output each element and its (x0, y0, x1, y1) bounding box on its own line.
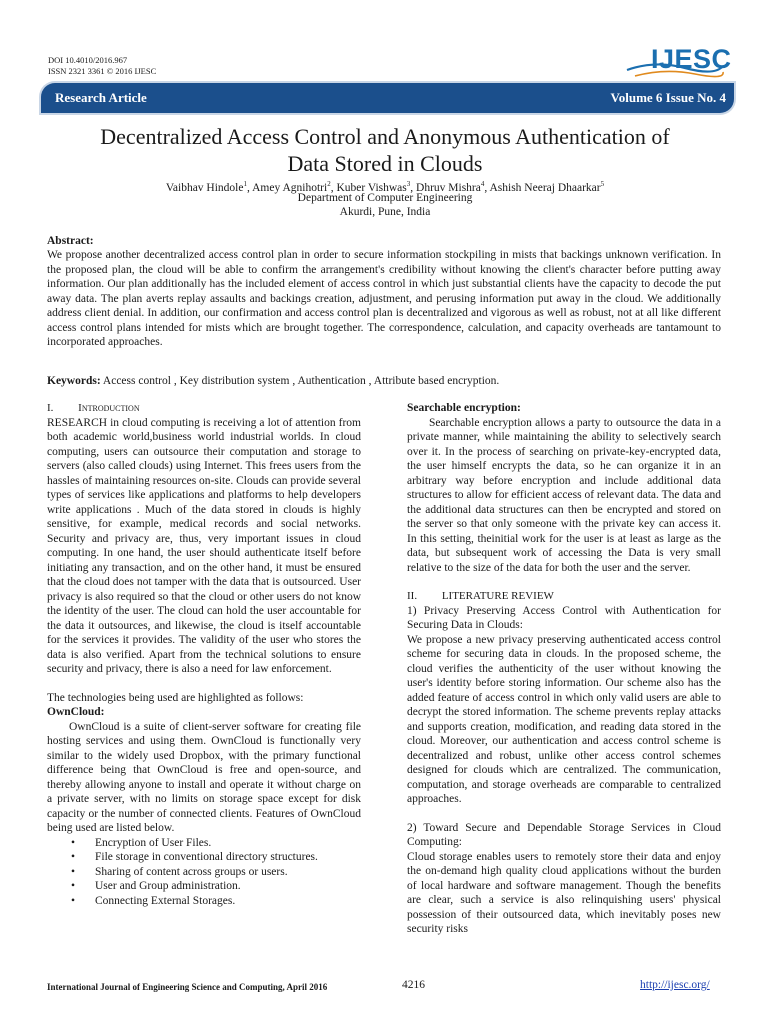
keywords (47, 374, 721, 388)
author: Vaibhav Hindole (165, 181, 244, 194)
section-title: Introduction (78, 402, 140, 414)
header-doi (48, 55, 156, 77)
abstract-heading: Abstract: (47, 235, 94, 247)
section-title: LITERATURE REVIEW (441, 590, 554, 602)
list-item: • Sharing of content across groups or users. (95, 865, 361, 880)
tech-intro: The technologies being used are highlighted as follows: (47, 691, 304, 704)
author-affil: 3 (406, 180, 411, 188)
list-item: • Encryption of User Files. (95, 836, 361, 851)
location: Akurdi, Pune, India (339, 206, 431, 218)
owncloud-paragraph: OwnCloud is a suite of client-server software for creating file hosting services and using them. OwnCloud is functionally very similar to the widely used Dropbox, with the primary functional difference being that OwnCloud is free and open-source, and thereby allowing anyone to install and operate it without charge on a private server, with no limits on storage space except for disk capacity or the number of connected clients. Features of OwnCloud being used are listed below. (47, 720, 361, 834)
journal-logo (625, 44, 732, 80)
page-number: 4216 (402, 979, 425, 991)
list-item: • User and Group administration. (95, 879, 361, 894)
paper-title (40, 123, 730, 177)
title-line-1: Decentralized Access Control and Anonymous Authentication of (100, 124, 670, 149)
lit2-paragraph: Cloud storage enables users to remotely store their data and enjoy the on-demand high quality cloud applications without the burden of local hardware and software management. Though the benefits are clear, such a service is also relinquishing users' physical possession of their outsourced data, which inevitably poses new security risks (407, 850, 721, 935)
author-affil: 5 (600, 180, 605, 188)
article-type: Research Article (55, 90, 147, 105)
section-heading-introduction (47, 401, 361, 416)
intro-paragraph: RESEARCH in cloud computing is receiving a lot of attention from both academic world,business world industrial worlds. In cloud computing, users can outsource their computation and storage to servers (also called clouds) using Internet. This frees users from the hassles of maintaining resources on-site. Clouds can provide several types of services like applications and platforms to help developers write applications . Much of the data stored in clouds is highly sensitive, for example, medical records and social networks. Security and privacy are, thus, very important issues in cloud computing. In one hand, the user should authenticate itself before initiating any transaction, and on the other hand, it must be ensured that the cloud does not tamper with the data that is outsourced. User privacy is also required so that the cloud or other users do not know the identity of the user. The cloud can hold the user accountable for the data it outsources, and likewise, the cloud is itself accountable for the services it provides. The validity of the user who stores the data is also verified. Apart from the technical solutions to ensure security and privacy, there is also a need for law enforcement. (47, 416, 361, 675)
left-column (47, 401, 361, 908)
lit2-title: 2) Toward Secure and Dependable Storage Services in Cloud Computing: (407, 821, 721, 848)
author-affil: 4 (480, 180, 485, 188)
title-line-2: Data Stored in Clouds (287, 151, 483, 176)
author-list: Vaibhav Hindole$^1$, Amey Agnihotri$^2$, Kuber Vishwas$^3$, Dhruv Mishra$^4$, Ashish Neeraj Dhaarkar$^5$ (165, 180, 605, 194)
department: Department of Computer Engineering (297, 192, 473, 204)
searchable-paragraph: Searchable encryption allows a party to outsource the data in a private manner, while maintaining the ability to selectively search over it. In the process of searching on private-key-encrypted data, the user himself encrypts the data, so he can organize it in an arbitrary way before encryption and include additional data structures to allow for efficient access of relevant data. The data and the additional data structures can then be encrypted and stored on the server so that only someone with the private key can access it. In this setting, theinitial work for the user is at least as large as the data, but subsequent work of accessing the Data is very small relative to the size of the data for both the user and the server. (407, 416, 721, 574)
author: Ashish Neeraj Dhaarkar (489, 181, 601, 194)
author: Kuber Vishwas (336, 181, 407, 194)
article-banner (41, 83, 734, 113)
section-number: II. (407, 590, 418, 602)
author-affil: 2 (327, 180, 331, 188)
right-column (407, 401, 721, 937)
author-affil: 1 (243, 180, 247, 188)
feature-list (47, 836, 361, 909)
logo-swoosh-icon (625, 62, 725, 80)
author: Amey Agnihotri (252, 181, 328, 194)
lit1-paragraph: We propose a new privacy preserving authenticated access control scheme for securing data in clouds. In the proposed scheme, the cloud verifies the authenticity of the user without knowing the user's identity before storing information. Our scheme also has the added feature of access control in which only valid users are able to decrypt the stored information. The scheme prevents replay attacks and supports creation, modification, and reading data stored in the cloud. Moreover, our authentication and access control scheme is decentralized and robust, unlike other access control schemes designed for clouds which are centralized. The communication, computation, and storage overheads are comparable to centralized approaches. (407, 633, 721, 805)
keywords-text: Access control , Key distribution system , Authentication , Attribute based encryption. (102, 375, 500, 387)
abstract-text: We propose another decentralized access control plan in order to secure information stockpiling in mists that backings unknown verification. In the proposed plan, the cloud will be able to confirm the arrangement's credibility without knowing the client's character before putting away information. Our plan additionally has the included element of access control in which just substantial clients have the capacity to decode the put away data. The plan averts replay assaults and backings creation, adjustment, and perusing information put away in the cloud. We additionally address client denial. In addition, our confirmation and access control plan is decentralized and vigorous as well as robust, not at all like different access control plans intended for mists which are brought together. The correspondence, calculation, and capacity overheads are tantamount to incorporated approaches. (47, 249, 721, 348)
searchable-heading: Searchable encryption: (407, 402, 521, 414)
lit1-title: 1) Privacy Preserving Access Control with Authentication for Securing Data in Clouds: (407, 604, 721, 631)
keywords-label: Keywords: (47, 375, 101, 387)
volume-issue: Volume 6 Issue No. 4 (610, 90, 726, 105)
journal-link[interactable]: http://ijesc.org/ (640, 979, 710, 991)
section-number: I. (47, 402, 54, 414)
owncloud-heading: OwnCloud: (47, 706, 105, 718)
list-item: • File storage in conventional directory structures. (95, 850, 361, 865)
footer-journal: International Journal of Engineering Science and Computing, April 2016 (47, 982, 328, 992)
list-item: • Connecting External Storages. (95, 894, 361, 909)
issn-line: ISSN 2321 3361 © 2016 IJESC (48, 66, 157, 76)
author: Dhruv Mishra (416, 181, 481, 194)
logo-text: IJESC (651, 44, 732, 74)
section-heading-literature (407, 589, 721, 604)
doi-line: DOI 10.4010/2016.967 (48, 55, 128, 65)
